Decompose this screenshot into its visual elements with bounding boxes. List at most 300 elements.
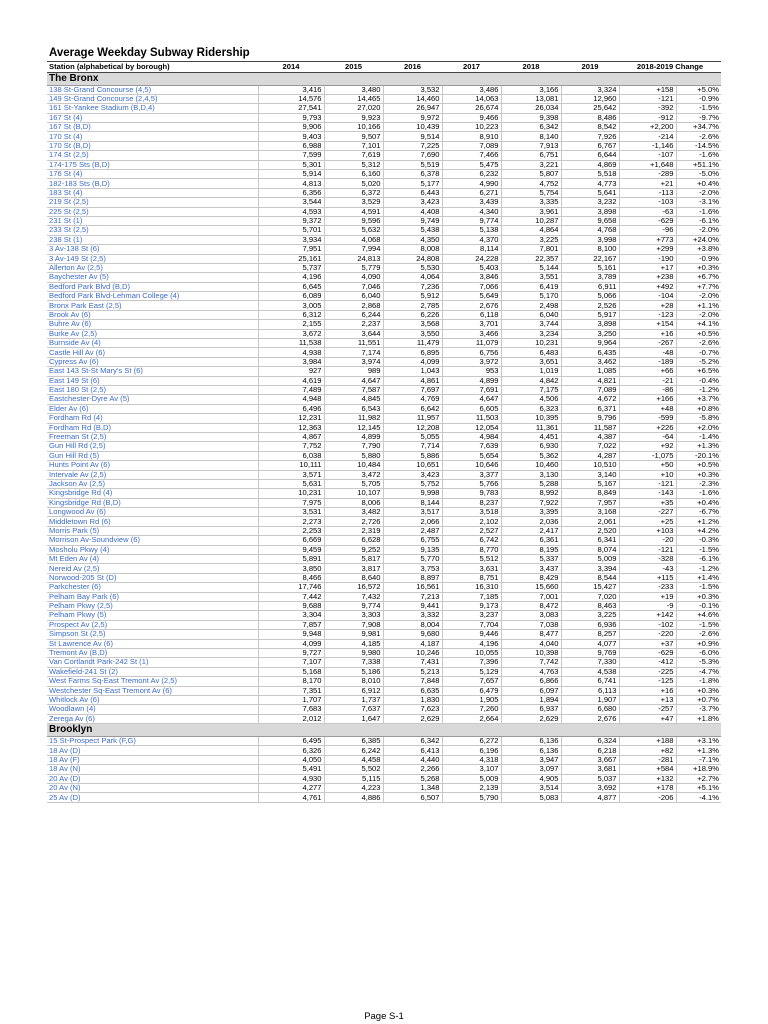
change-percent: -3.7% [676, 705, 721, 714]
station-name[interactable]: 138 St-Grand Concourse (4,5) [47, 85, 258, 94]
station-name[interactable]: Simpson St (2,5) [47, 630, 258, 639]
value-2014: 927 [258, 367, 324, 376]
change-percent: +24.0% [676, 235, 721, 244]
borough-name: The Bronx [47, 72, 721, 85]
value-2017: 7,185 [442, 592, 501, 601]
table-row [47, 677, 721, 686]
change-percent: +1.8% [676, 714, 721, 723]
station-name[interactable]: 20 Av (N) [47, 784, 258, 793]
value-2014: 3,416 [258, 85, 324, 94]
value-2015: 9,980 [324, 648, 383, 657]
value-2014: 10,231 [258, 489, 324, 498]
value-2019: 5,167 [561, 479, 619, 488]
change-count: +16 [619, 686, 676, 695]
value-2015: 8,010 [324, 677, 383, 686]
value-2014: 7,951 [258, 245, 324, 254]
value-2014: 4,050 [258, 755, 324, 764]
value-2014: 5,914 [258, 170, 324, 179]
change-count: +16 [619, 329, 676, 338]
value-2017: 10,055 [442, 648, 501, 657]
table-row [47, 254, 721, 263]
change-count: -392 [619, 104, 676, 113]
value-2017: 7,396 [442, 658, 501, 667]
value-2017: 11,079 [442, 339, 501, 348]
station-name[interactable]: 18 Av (N) [47, 765, 258, 774]
value-2017: 3,377 [442, 470, 501, 479]
station-name[interactable]: 25 Av (D) [47, 793, 258, 802]
change-percent: -1.5% [676, 104, 721, 113]
value-2015: 10,484 [324, 461, 383, 470]
value-2018: 11,361 [501, 423, 561, 432]
station-name[interactable]: Elder Av (6) [47, 404, 258, 413]
station-name[interactable]: Zerega Av (6) [47, 714, 258, 723]
value-2019: 6,680 [561, 705, 619, 714]
change-count: -220 [619, 630, 676, 639]
value-2014: 7,683 [258, 705, 324, 714]
value-2017: 3,518 [442, 508, 501, 517]
station-name[interactable]: Fordham Rd (4) [47, 414, 258, 423]
value-2019: 4,538 [561, 667, 619, 676]
change-percent: +51.1% [676, 160, 721, 169]
change-percent: -2.6% [676, 339, 721, 348]
value-2014: 7,489 [258, 386, 324, 395]
value-2014: 6,496 [258, 404, 324, 413]
value-2015: 5,020 [324, 179, 383, 188]
value-2015: 5,502 [324, 765, 383, 774]
value-2014: 5,891 [258, 555, 324, 564]
value-2017: 3,972 [442, 357, 501, 366]
value-2016: 10,439 [383, 123, 442, 132]
value-2019: 5,066 [561, 292, 619, 301]
value-2016: 5,213 [383, 667, 442, 676]
station-name[interactable]: Kingsbridge Rd (B,D) [47, 498, 258, 507]
value-2014: 3,984 [258, 357, 324, 366]
station-name[interactable]: 20 Av (D) [47, 774, 258, 783]
station-name[interactable]: Tremont Av (B,D) [47, 648, 258, 657]
station-name[interactable]: Bedford Park Blvd (B,D) [47, 282, 258, 291]
value-2014: 9,948 [258, 630, 324, 639]
value-2015: 5,880 [324, 451, 383, 460]
value-2019: 3,681 [561, 765, 619, 774]
value-2019: 4,773 [561, 179, 619, 188]
value-2014: 17,746 [258, 583, 324, 592]
value-2015: 7,908 [324, 620, 383, 629]
value-2016: 11,957 [383, 414, 442, 423]
value-2018: 8,477 [501, 630, 561, 639]
value-2014: 9,688 [258, 601, 324, 610]
table-row [47, 667, 721, 676]
station-name[interactable]: Van Cortlandt Park-242 St (1) [47, 658, 258, 667]
station-name[interactable]: 15 St-Prospect Park (F,G) [47, 737, 258, 746]
table-row [47, 123, 721, 132]
value-2014: 3,672 [258, 329, 324, 338]
value-2015: 8,640 [324, 573, 383, 582]
value-2019: 2,520 [561, 526, 619, 535]
change-percent: -9.7% [676, 113, 721, 122]
station-name[interactable]: 170 St (4) [47, 132, 258, 141]
value-2016: 9,514 [383, 132, 442, 141]
change-count: +92 [619, 442, 676, 451]
value-2018: 4,040 [501, 639, 561, 648]
value-2017: 5,138 [442, 226, 501, 235]
value-2018: 7,801 [501, 245, 561, 254]
value-2019: 6,218 [561, 746, 619, 755]
value-2014: 3,005 [258, 301, 324, 310]
table-row [47, 339, 721, 348]
station-name[interactable]: Prospect Av (2,5) [47, 620, 258, 629]
change-count: -267 [619, 339, 676, 348]
value-2015: 6,628 [324, 536, 383, 545]
station-name[interactable]: Pelham Bay Park (6) [47, 592, 258, 601]
change-percent: +5.1% [676, 784, 721, 793]
change-count: -121 [619, 94, 676, 103]
table-row [47, 104, 721, 113]
station-name[interactable]: 233 St (2,5) [47, 226, 258, 235]
value-2015: 2,319 [324, 526, 383, 535]
change-count: -289 [619, 170, 676, 179]
header-2017: 2017 [442, 62, 501, 73]
table-row [47, 793, 721, 802]
value-2016: 2,487 [383, 526, 442, 535]
value-2018: 8,472 [501, 601, 561, 610]
value-2015: 7,790 [324, 442, 383, 451]
value-2019: 5,009 [561, 555, 619, 564]
value-2016: 3,517 [383, 508, 442, 517]
value-2019: 9,658 [561, 216, 619, 225]
value-2015: 9,981 [324, 630, 383, 639]
table-row [47, 451, 721, 460]
change-count: -121 [619, 545, 676, 554]
value-2018: 5,170 [501, 292, 561, 301]
value-2019: 4,387 [561, 432, 619, 441]
value-2019: 3,692 [561, 784, 619, 793]
value-2018: 3,130 [501, 470, 561, 479]
value-2019: 3,225 [561, 611, 619, 620]
value-2016: 2,785 [383, 301, 442, 310]
change-percent: -1.8% [676, 677, 721, 686]
table-row [47, 639, 721, 648]
value-2015: 1,647 [324, 714, 383, 723]
value-2018: 3,234 [501, 329, 561, 338]
station-name[interactable]: 18 Av (D) [47, 746, 258, 755]
header-2015: 2015 [324, 62, 383, 73]
station-name[interactable]: Kingsbridge Rd (4) [47, 489, 258, 498]
value-2015: 9,596 [324, 216, 383, 225]
table-row [47, 592, 721, 601]
value-2018: 3,395 [501, 508, 561, 517]
station-name[interactable]: 182-183 Sts (B,D) [47, 179, 258, 188]
station-name[interactable]: St Lawrence Av (6) [47, 639, 258, 648]
change-count: -123 [619, 310, 676, 319]
station-name[interactable]: Cypress Av (6) [47, 357, 258, 366]
change-count: +238 [619, 273, 676, 282]
change-percent: +7.7% [676, 282, 721, 291]
station-name[interactable]: Allerton Av (2,5) [47, 263, 258, 272]
value-2019: 2,061 [561, 517, 619, 526]
value-2014: 5,301 [258, 160, 324, 169]
value-2016: 5,912 [383, 292, 442, 301]
station-name[interactable]: 161 St-Yankee Stadium (B,D,4) [47, 104, 258, 113]
change-count: +47 [619, 714, 676, 723]
value-2016: 2,629 [383, 714, 442, 723]
station-name[interactable]: 238 St (1) [47, 235, 258, 244]
value-2017: 6,742 [442, 536, 501, 545]
table-row [47, 498, 721, 507]
change-percent: +0.3% [676, 686, 721, 695]
station-name[interactable]: 167 St (4) [47, 113, 258, 122]
value-2015: 2,726 [324, 517, 383, 526]
value-2016: 6,642 [383, 404, 442, 413]
table-row [47, 611, 721, 620]
station-name[interactable]: Brook Av (6) [47, 310, 258, 319]
value-2017: 8,114 [442, 245, 501, 254]
station-name[interactable]: Mt Eden Av (4) [47, 555, 258, 564]
value-2017: 7,089 [442, 141, 501, 150]
value-2018: 9,398 [501, 113, 561, 122]
table-row [47, 198, 721, 207]
value-2018: 2,417 [501, 526, 561, 535]
value-2019: 3,667 [561, 755, 619, 764]
change-count: +584 [619, 765, 676, 774]
value-2018: 2,629 [501, 714, 561, 723]
table-row [47, 301, 721, 310]
station-name[interactable]: 231 St (1) [47, 216, 258, 225]
value-2016: 2,066 [383, 517, 442, 526]
station-name[interactable]: Burke Av (2,5) [47, 329, 258, 338]
value-2017: 4,647 [442, 395, 501, 404]
station-name[interactable]: Fordham Rd (B,D) [47, 423, 258, 432]
change-percent: +2.7% [676, 774, 721, 783]
station-name[interactable]: Hunts Point Av (6) [47, 461, 258, 470]
station-name[interactable]: Pelham Pkwy (2,5) [47, 601, 258, 610]
change-percent: -5.3% [676, 658, 721, 667]
value-2015: 6,543 [324, 404, 383, 413]
station-name[interactable]: 18 Av (F) [47, 755, 258, 764]
value-2016: 3,532 [383, 85, 442, 94]
station-name[interactable]: Mosholu Pkwy (4) [47, 545, 258, 554]
value-2016: 5,268 [383, 774, 442, 783]
change-percent: +0.5% [676, 329, 721, 338]
value-2017: 5,654 [442, 451, 501, 460]
value-2015: 7,046 [324, 282, 383, 291]
change-percent: -1.5% [676, 545, 721, 554]
change-percent: +3.1% [676, 737, 721, 746]
change-percent: -5.2% [676, 357, 721, 366]
value-2017: 9,774 [442, 216, 501, 225]
change-percent: -2.6% [676, 630, 721, 639]
station-name[interactable]: 174-175 Sts (B,D) [47, 160, 258, 169]
value-2018: 4,451 [501, 432, 561, 441]
station-name[interactable]: East 149 St (6) [47, 376, 258, 385]
change-percent: +2.0% [676, 423, 721, 432]
station-name[interactable]: Woodlawn (4) [47, 705, 258, 714]
change-percent: +3.8% [676, 245, 721, 254]
value-2018: 8,992 [501, 489, 561, 498]
value-2016: 10,246 [383, 648, 442, 657]
value-2018: 5,754 [501, 188, 561, 197]
value-2016: 3,423 [383, 198, 442, 207]
value-2014: 4,099 [258, 639, 324, 648]
value-2016: 9,135 [383, 545, 442, 554]
value-2015: 3,303 [324, 611, 383, 620]
station-name[interactable]: Freeman St (2,5) [47, 432, 258, 441]
value-2016: 10,651 [383, 461, 442, 470]
value-2019: 15,427 [561, 583, 619, 592]
station-name[interactable]: Westchester Sq-East Tremont Av (6) [47, 686, 258, 695]
change-percent: -2.6% [676, 132, 721, 141]
value-2015: 3,482 [324, 508, 383, 517]
station-name[interactable]: 174 St (2,5) [47, 151, 258, 160]
change-percent: -6.7% [676, 508, 721, 517]
station-name[interactable]: Parkchester (6) [47, 583, 258, 592]
value-2019: 25,642 [561, 104, 619, 113]
value-2014: 12,231 [258, 414, 324, 423]
change-percent: -6.0% [676, 648, 721, 657]
change-count: -214 [619, 132, 676, 141]
value-2015: 3,644 [324, 329, 383, 338]
table-row [47, 85, 721, 94]
table-row [47, 310, 721, 319]
value-2017: 5,129 [442, 667, 501, 676]
value-2016: 2,266 [383, 765, 442, 774]
value-2019: 7,926 [561, 132, 619, 141]
station-name[interactable]: 225 St (2,5) [47, 207, 258, 216]
table-row [47, 113, 721, 122]
station-name[interactable]: Castle Hill Av (6) [47, 348, 258, 357]
value-2018: 4,842 [501, 376, 561, 385]
station-name[interactable]: Whitlock Av (6) [47, 695, 258, 704]
change-count: -113 [619, 188, 676, 197]
value-2019: 3,250 [561, 329, 619, 338]
value-2016: 6,895 [383, 348, 442, 357]
value-2018: 7,038 [501, 620, 561, 629]
change-percent: -1.5% [676, 620, 721, 629]
station-name[interactable]: Jackson Av (2,5) [47, 479, 258, 488]
value-2019: 5,518 [561, 170, 619, 179]
change-count: +25 [619, 517, 676, 526]
change-percent: +6.7% [676, 273, 721, 282]
value-2017: 7,466 [442, 151, 501, 160]
station-name[interactable]: Burnside Av (4) [47, 339, 258, 348]
station-name[interactable]: East 143 St-St Mary's St (6) [47, 367, 258, 376]
value-2018: 3,083 [501, 611, 561, 620]
value-2019: 4,672 [561, 395, 619, 404]
table-row [47, 620, 721, 629]
value-2017: 4,340 [442, 207, 501, 216]
value-2019: 3,789 [561, 273, 619, 282]
value-2016: 3,550 [383, 329, 442, 338]
station-name[interactable]: 167 St (B,D) [47, 123, 258, 132]
station-name[interactable]: Norwood-205 St (D) [47, 573, 258, 582]
value-2019: 3,232 [561, 198, 619, 207]
change-percent: -2.0% [676, 310, 721, 319]
value-2019: 8,486 [561, 113, 619, 122]
table-row [47, 755, 721, 764]
value-2018: 6,342 [501, 123, 561, 132]
value-2019: 3,324 [561, 85, 619, 94]
value-2014: 7,752 [258, 442, 324, 451]
station-name[interactable]: Nereid Av (2,5) [47, 564, 258, 573]
table-row [47, 414, 721, 423]
change-count: -48 [619, 348, 676, 357]
station-name[interactable]: Gun Hill Rd (2,5) [47, 442, 258, 451]
station-name[interactable]: Middletown Rd (6) [47, 517, 258, 526]
station-name[interactable]: East 180 St (2,5) [47, 386, 258, 395]
change-count: +19 [619, 592, 676, 601]
station-name[interactable]: 3 Av-138 St (6) [47, 245, 258, 254]
value-2016: 5,752 [383, 479, 442, 488]
station-name[interactable]: Pelham Pkwy (5) [47, 611, 258, 620]
table-row [47, 774, 721, 783]
value-2017: 5,403 [442, 263, 501, 272]
change-percent: -1.2% [676, 386, 721, 395]
value-2018: 6,419 [501, 282, 561, 291]
value-2019: 4,768 [561, 226, 619, 235]
value-2016: 9,972 [383, 113, 442, 122]
value-2016: 6,443 [383, 188, 442, 197]
station-name[interactable]: 183 St (4) [47, 188, 258, 197]
value-2018: 4,763 [501, 667, 561, 676]
change-percent: -0.7% [676, 348, 721, 357]
table-row [47, 489, 721, 498]
station-name[interactable]: 149 St-Grand Concourse (2,4,5) [47, 94, 258, 103]
station-name[interactable]: 176 St (4) [47, 170, 258, 179]
value-2014: 6,089 [258, 292, 324, 301]
value-2016: 6,635 [383, 686, 442, 695]
change-count: -629 [619, 216, 676, 225]
header-2014: 2014 [258, 62, 324, 73]
table-row [47, 442, 721, 451]
station-name[interactable]: Eastchester-Dyre Av (5) [47, 395, 258, 404]
value-2015: 11,551 [324, 339, 383, 348]
station-name[interactable]: 3 Av-149 St (2,5) [47, 254, 258, 263]
station-name[interactable]: Morris Park (5) [47, 526, 258, 535]
station-name[interactable]: Baychester Av (5) [47, 273, 258, 282]
value-2015: 3,529 [324, 198, 383, 207]
change-percent: -2.3% [676, 479, 721, 488]
value-2019: 3,998 [561, 235, 619, 244]
value-2019: 6,435 [561, 348, 619, 357]
station-name[interactable]: Bedford Park Blvd-Lehman College (4) [47, 292, 258, 301]
value-2018: 4,905 [501, 774, 561, 783]
value-2016: 4,408 [383, 207, 442, 216]
value-2018: 3,744 [501, 320, 561, 329]
value-2016: 5,055 [383, 432, 442, 441]
station-name[interactable]: West Farms Sq-East Tremont Av (2,5) [47, 677, 258, 686]
table-row [47, 263, 721, 272]
value-2017: 4,899 [442, 376, 501, 385]
station-name[interactable]: Intervale Av (2,5) [47, 470, 258, 479]
station-name[interactable]: Buhre Av (6) [47, 320, 258, 329]
value-2016: 5,770 [383, 555, 442, 564]
change-count: +115 [619, 573, 676, 582]
value-2016: 6,413 [383, 746, 442, 755]
station-name[interactable]: Gun Hill Rd (5) [47, 451, 258, 460]
value-2015: 8,006 [324, 498, 383, 507]
change-percent: -0.9% [676, 94, 721, 103]
station-name[interactable]: 219 St (2,5) [47, 198, 258, 207]
value-2019: 7,020 [561, 592, 619, 601]
station-name[interactable]: Wakefield-241 St (2) [47, 667, 258, 676]
station-name[interactable]: 170 St (B,D) [47, 141, 258, 150]
table-row [47, 765, 721, 774]
station-name[interactable]: Morrison Av-Soundview (6) [47, 536, 258, 545]
station-name[interactable]: Bronx Park East (2,5) [47, 301, 258, 310]
value-2016: 14,460 [383, 94, 442, 103]
station-name[interactable]: Longwood Av (6) [47, 508, 258, 517]
change-count: -102 [619, 620, 676, 629]
value-2016: 6,507 [383, 793, 442, 802]
